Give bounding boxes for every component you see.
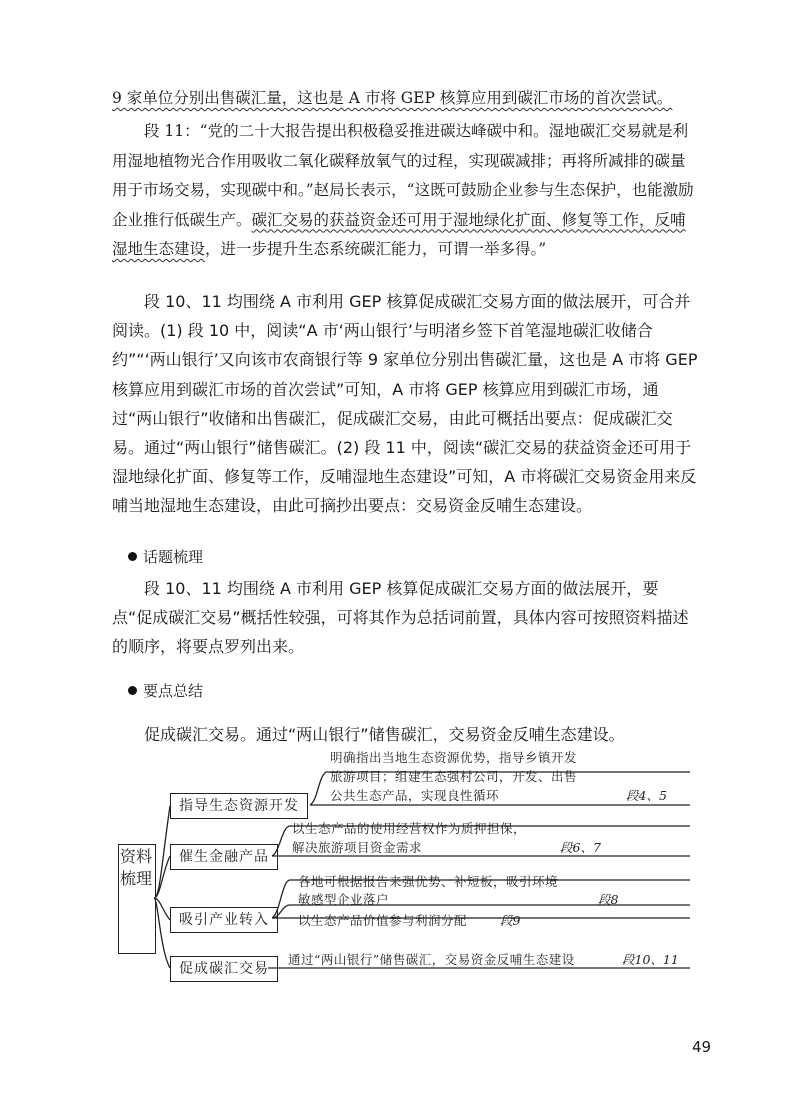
branch-box-2: 催生金融产品 [170,844,278,870]
page-number: 49 [692,1038,712,1056]
branch-note-1-line-3: 公共生态产品，实现良性循环 [330,788,500,803]
branch-box-1: 指导生态资源开发 [170,793,308,819]
summary-text: 促成碳汇交易。通过“两山银行”储售碳汇，交易资金反哺生态建设。 [144,725,625,744]
paragraph-11-highlight: 碳汇交易的获益资金还可用于湿地绿化扩面、修复等工作，反哺湿地生态建设 [112,210,686,258]
branch-note-2-line-2: 解决旅游项目资金需求 [292,840,423,855]
branch-note-2-line-1: 以生态产品的使用经营权作为质押担保， [292,821,527,836]
branch-note-4-line-1: 通过“两山银行”储售碳汇，交易资金反哺生态建设 [288,952,575,967]
branch-ref-1: 段4、5 [626,788,667,803]
branch-box-3: 吸引产业转入 [170,907,278,933]
branch-note-3-line-1: 各地可根据报告来强优势、补短板，吸引环境 [298,874,559,889]
branch-note-1-line-1: 明确指出当地生态资源优势，指导乡镇开发 [330,750,578,765]
branch-ref-2: 段6、7 [560,840,601,855]
analysis-paragraph: 段 10、11 均围绕 A 市利用 GEP 核算促成碳汇交易方面的做法展开，可合并阅读。(1) 段 10 中，阅读“A 市‘两山银行’与明渚乡签下首笔湿地碳汇收储合约”“‘两山银行’又向该市农商银行等 9 家单位分别出售碳汇量，这也是 A 市将 GEP 核算应用到碳汇市场的首次尝试”可知，A 市将 GEP 核算应用到碳汇市场，通过“两山银行”收储和出售碳汇，促成碳汇交易，由此可概括出要点：促成碳汇交易。通过“两山银行”储售碳汇。(2) 段 11 中，阅读“碳汇交易的获益资金还可用于湿地绿化扩面、修复等工作，反哺湿地生态建设”可知，A 市将碳汇交易资金用来反哺当地湿地生态建设，由此可摘抄出要点：交易资金反哺生态建设。 [112,292,698,516]
paragraph-11-part1: 段 11：“党的二十大报告提出积极稳妥推进碳达峰碳中和。湿地碳汇交易就是利用湿地植物光合作用吸收二氧化碳释放氧气的过程，实现碳减排；再将所减排的碳量用于市场交易，实现碳中和。”赵局长表示，“这既可鼓励企业参与生态保护，也能激励企业推行低碳生产。 [112,122,694,229]
mind-map-root: 资料梳理 [119,847,152,888]
section-title-topic: 话题梳理 [143,548,204,566]
branch-ref-3: 段8 [598,892,619,907]
branch-ref-3b: 段9 [500,913,521,928]
paragraph-11-part3: ，进一步提升生态系统碳汇能力，可谓一举多得。” [205,240,547,258]
section-title-summary: 要点总结 [143,682,204,700]
branch-box-4: 促成碳汇交易 [170,956,278,982]
branch-note-3b: 以生态产品价值参与利润分配 [298,913,468,928]
topic-paragraph: 段 10、11 均围绕 A 市利用 GEP 核算促成碳汇交易方面的做法展开，要点“促成碳汇交易”概括性较强，可将其作为总括词前置，具体内容可按照资料描述的顺序，将要点罗列出来。 [112,579,689,656]
branch-note-3-line-2: 敏感型企业落户 [298,892,390,907]
text-line-top: 9 家单位分别出售碳汇量，这也是 A 市将 GEP 核算应用到碳汇市场的首次尝试。 [112,89,673,107]
branch-note-1-line-2: 旅游项目；组建生态强村公司，开发、出售 [330,769,578,784]
branch-ref-4: 段10、11 [622,952,679,967]
